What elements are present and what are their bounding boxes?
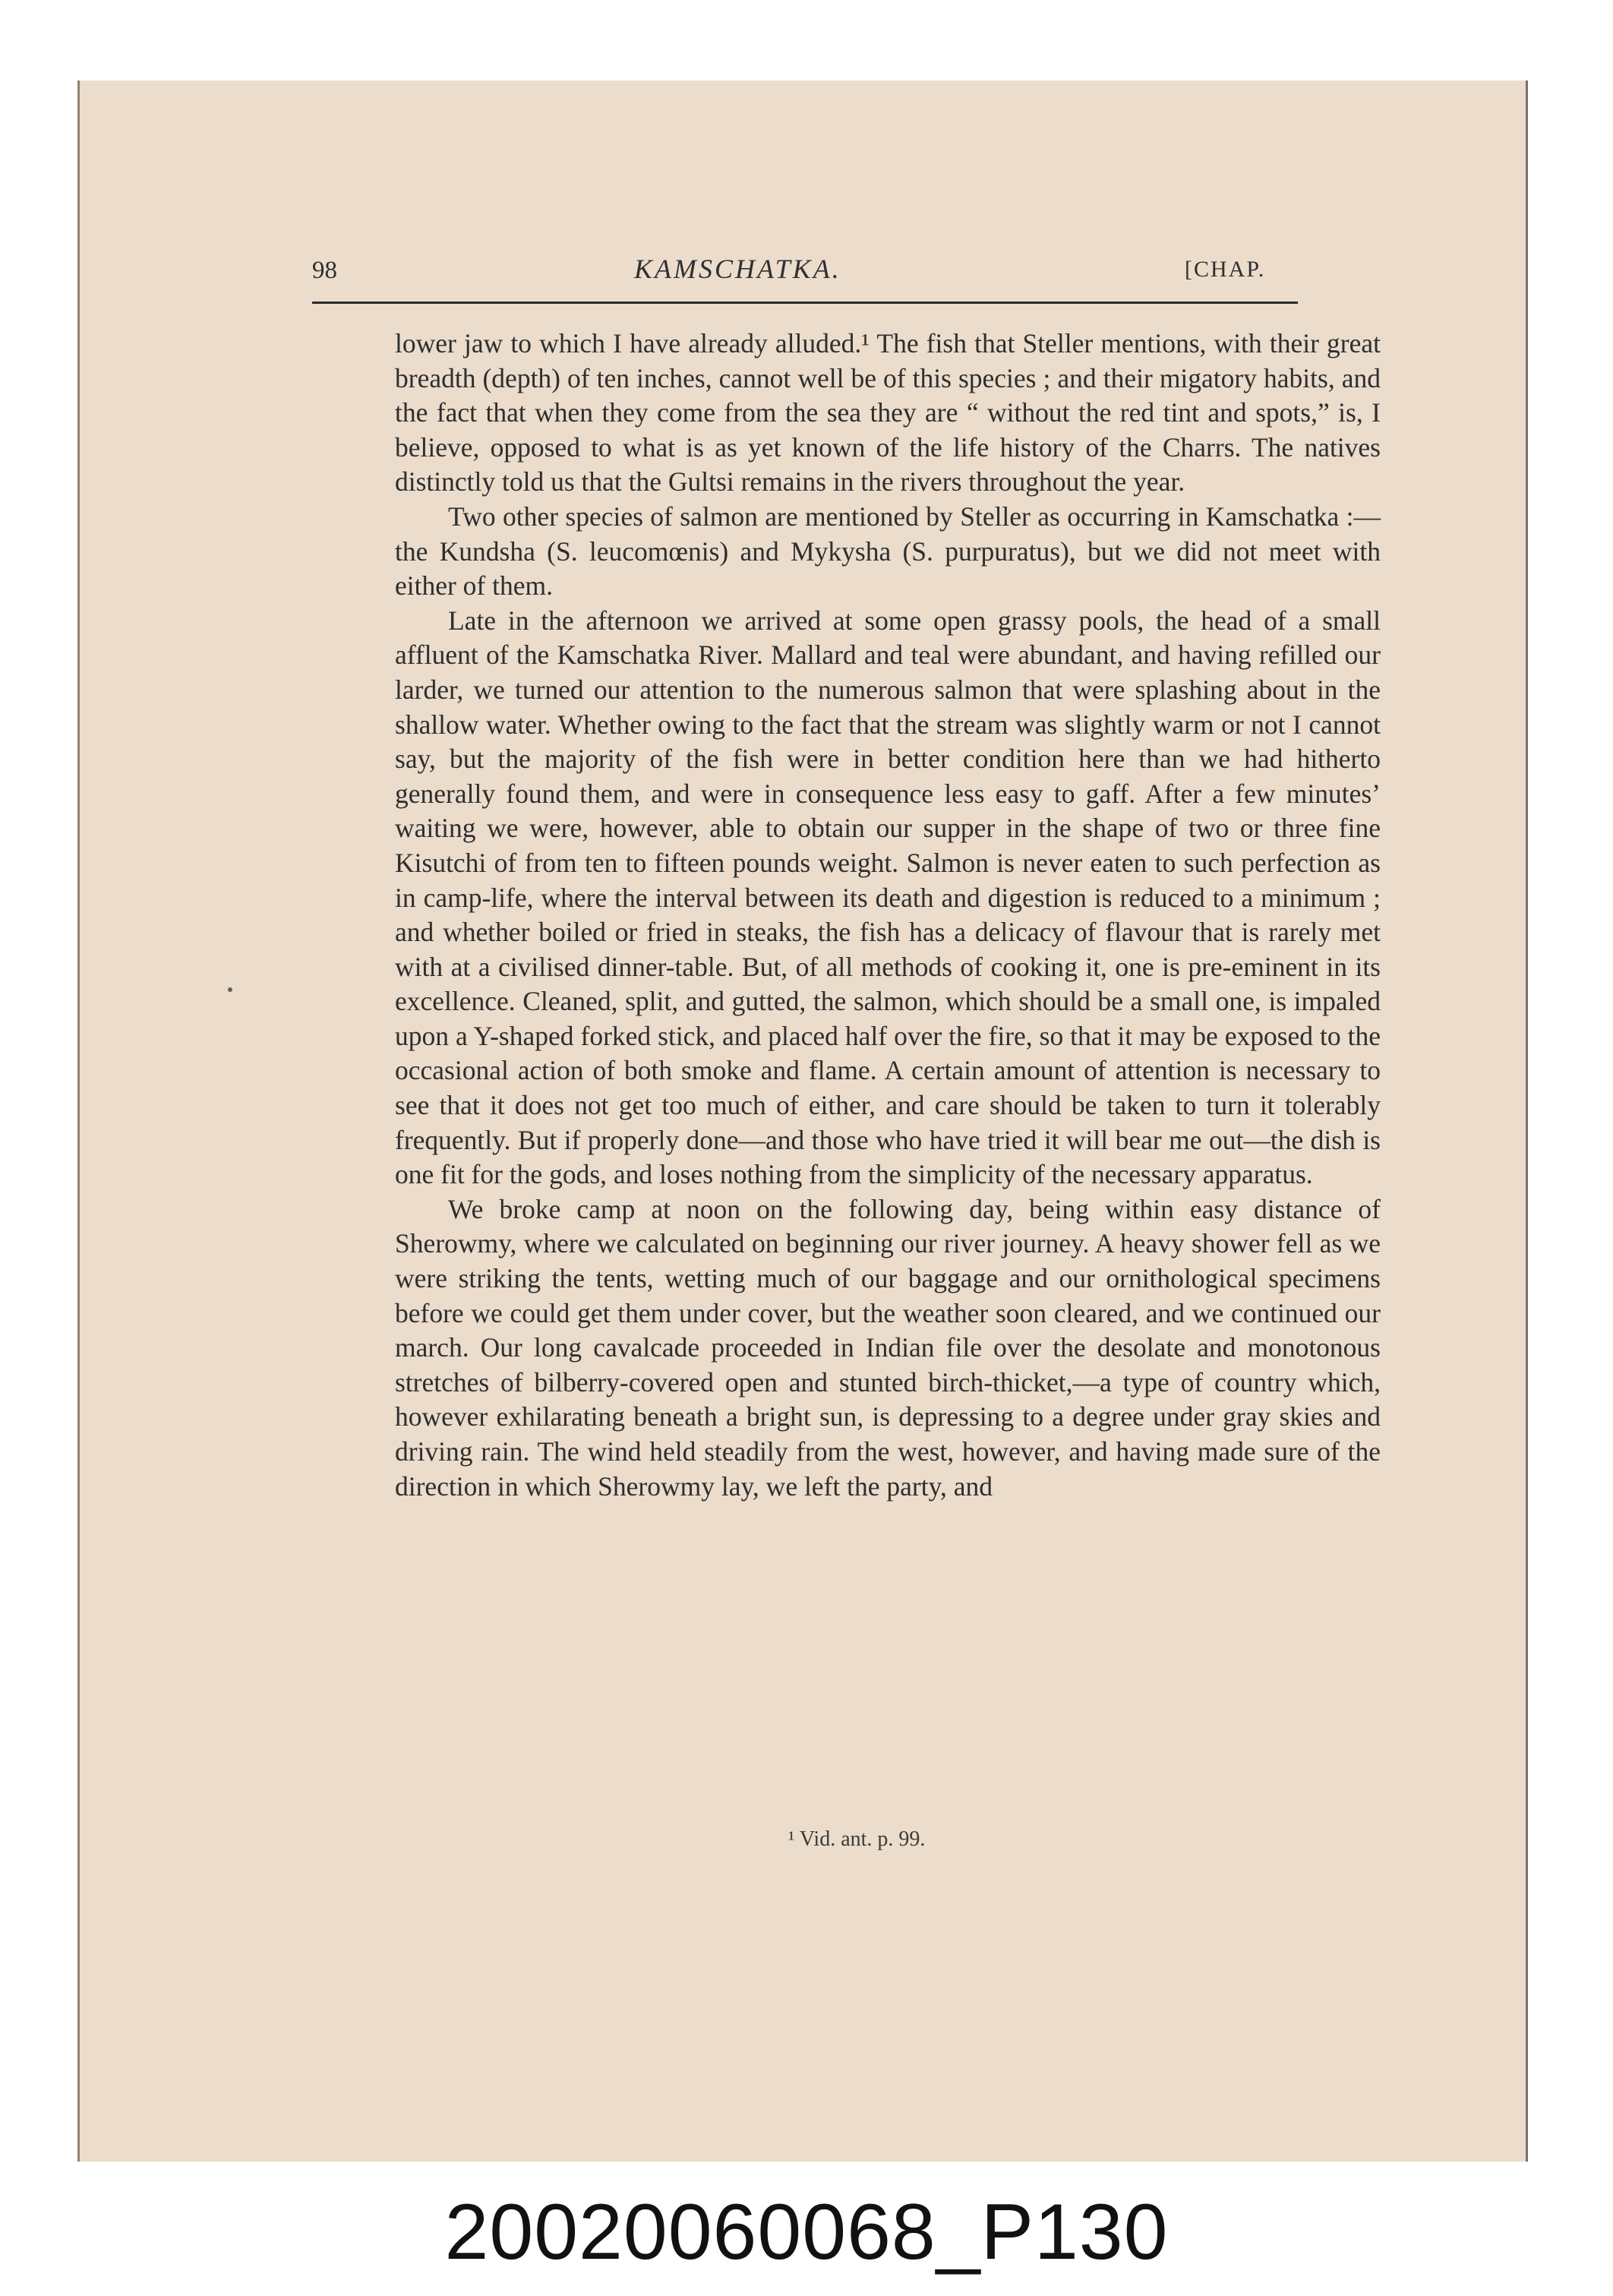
running-title: KAMSCHATKA. (634, 254, 841, 284)
chapter-label: [CHAP. (1185, 257, 1266, 282)
paragraph: lower jaw to which I have already alluded.¹ The fish that Steller mentions, with their great breadth (depth) of ten inches, cannot well be of this species ; and their migatory habits, and the fact that when they come from the sea they are “ without the red tint and spots,” is, I believe, opposed to what is as yet known of the life history of the Charrs. The natives distinctly told us that the Gultsi remains in the rivers throughout the year. (395, 328, 1381, 497)
page-number: 98 (312, 257, 337, 284)
paragraph: Two other species of salmon are mentioned by Steller as occurring in Kamschatka :—the Kundsha (S. leucomœnis) and Mykysha (S. purpuratus), but we did not meet with either of them. (395, 501, 1381, 602)
paragraph: We broke camp at noon on the following day, being within easy distance of Sherowmy, where we calculated on beginning our river journey. A heavy shower fell as we were striking the tents, wetting much of our baggage and our ornithological specimens before we could get them under cover, but the weather soon cleared, and we continued our march. Our long cavalcade proceeded in Indian file over the desolate and monotonous stretches of bilberry-covered open and stunted birch-thicket,—a type of country which, however exhilarating beneath a bright sun, is depressing to a degree under gray skies and driving rain. The wind held steadily from the west, however, and having made sure of the direction in which Sherowmy lay, we left the party, and (395, 1193, 1381, 1502)
footnote: ¹ Vid. ant. p. 99. (788, 1827, 926, 1851)
header-rule (312, 302, 1298, 304)
paper-speck (228, 987, 232, 992)
body-text (395, 327, 1381, 1504)
paragraph: Late in the afternoon we arrived at some open grassy pools, the head of a small affluent of the Kamschatka River. Mallard and teal were abundant, and having refilled our larder, we turned our attention to the numerous salmon that were splashing about in the shallow water. Whether owing to the fact that the stream was slightly warm or not I cannot say, but the majority of the fish were in better condition here than we had hitherto generally found them, and were in consequence less easy to gaff. After a few minutes’ waiting we were, however, able to obtain our supper in the shape of two or three fine Kisutchi of from ten to fifteen pounds weight. Salmon is never eaten to such perfection as in camp-life, where the interval between its death and digestion is reduced to a minimum ; and whether boiled or fried in steaks, the fish has a delicacy of flavour that is rarely met with at a civilised dinner-table. But, of all methods of cooking it, one is pre-eminent in its excellence. Cleaned, split, and gutted, the salmon, which should be a small one, is impaled upon a Y-shaped forked stick, and placed half over the fire, so that it may be exposed to the occasional action of both smoke and flame. A certain amount of attention is necessary to see that it does not get too much of either, and care should be taken to turn it tolerably frequently. But if properly done—and those who have tried it will bear me out—the dish is one fit for the gods, and loses nothing from the simplicity of the necessary apparatus. (395, 605, 1381, 1190)
accession-number: 20020060068_P130 (444, 2188, 1169, 2276)
